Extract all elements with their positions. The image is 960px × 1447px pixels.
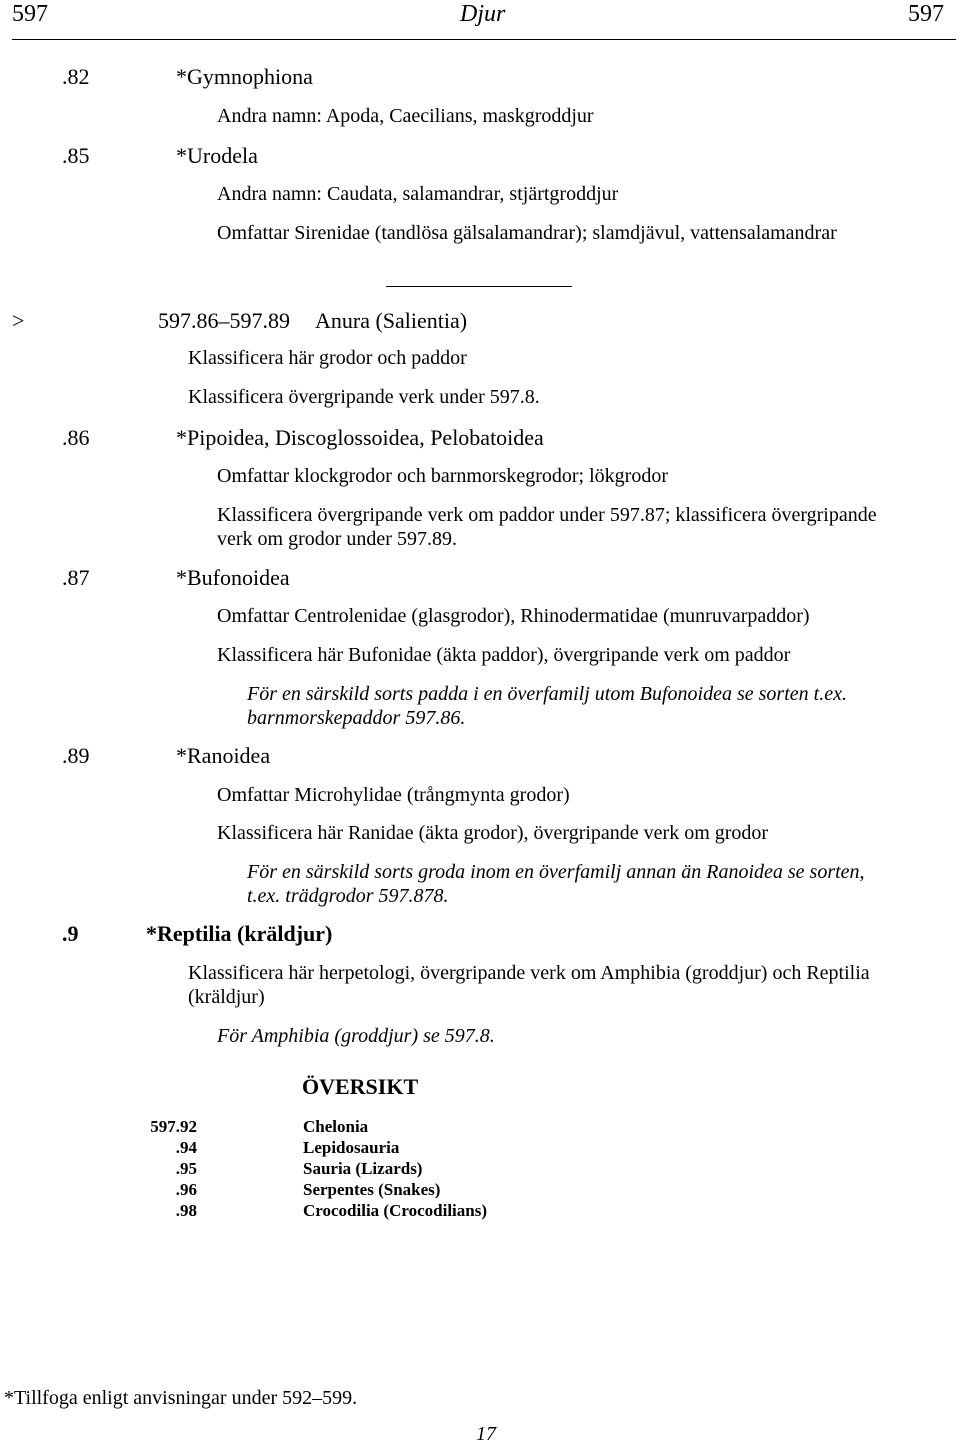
notation-82: .82 (62, 64, 90, 89)
see-87-line2: barnmorskepaddor 597.86. (247, 707, 466, 729)
span-range: 597.86–597.89 (158, 308, 290, 333)
note-9-line1: Klassificera här herpetologi, övergripande verk om Amphibia (groddjur) och Reptilia (188, 962, 870, 984)
overview-label: Crocodilia (Crocodilians) (303, 1201, 488, 1220)
overview-title: ÖVERSIKT (302, 1074, 419, 1099)
heading-ranoidea: *Ranoidea (176, 743, 271, 768)
overview-num: .95 (175, 1159, 197, 1178)
note-89-2: Klassificera här Ranidae (äkta grodor), övergripande verk om grodor (217, 822, 769, 844)
span-marker: > (12, 308, 25, 333)
note-span-2: Klassificera övergripande verk under 597.8. (188, 386, 540, 408)
notation-85: .85 (62, 143, 90, 168)
overview-num: .98 (175, 1201, 197, 1220)
note-87-2: Klassificera här Bufonidae (äkta paddor), övergripande verk om paddor (217, 644, 791, 666)
header-right-number: 597 (908, 1, 944, 27)
note-89-1: Omfattar Microhylidae (trångmynta grodor) (217, 784, 570, 806)
footnote: *Tillfoga enligt anvisningar under 592–599. (4, 1387, 358, 1409)
heading-gymnophiona: *Gymnophiona (176, 64, 313, 89)
heading-reptilia: *Reptilia (kräldjur) (146, 921, 333, 946)
header-title: Djur (460, 1, 506, 27)
see-9: För Amphibia (groddjur) se 597.8. (217, 1025, 495, 1047)
notation-86: .86 (62, 425, 90, 450)
header-rule (12, 39, 956, 40)
heading-anura: Anura (Salientia) (315, 308, 468, 333)
see-89-line1: För en särskild sorts groda inom en överfamilj annan än Ranoidea se sorten, (247, 861, 865, 883)
note-82-1: Andra namn: Apoda, Caecilians, maskgroddjur (217, 105, 594, 127)
see-89-line2: t.ex. trädgrodor 597.878. (247, 885, 449, 907)
heading-bufonoidea: *Bufonoidea (176, 565, 290, 590)
notation-9: .9 (62, 921, 79, 946)
overview-label: Lepidosauria (303, 1138, 400, 1157)
note-85-1: Andra namn: Caudata, salamandrar, stjärtgroddjur (217, 183, 619, 205)
notation-87: .87 (62, 565, 90, 590)
page-number: 17 (476, 1423, 496, 1445)
notation-89: .89 (62, 743, 90, 768)
overview-num: 597.92 (150, 1117, 197, 1136)
header-left-number: 597 (12, 1, 48, 27)
section-separator (386, 286, 572, 287)
overview-label: Serpentes (Snakes) (303, 1180, 441, 1199)
overview-num: .94 (175, 1138, 197, 1157)
note-86-2-line1: Klassificera övergripande verk om paddor under 597.87; klassificera övergripande (217, 504, 877, 526)
see-87-line1: För en särskild sorts padda i en överfamilj utom Bufonoidea se sorten t.ex. (247, 683, 847, 705)
note-85-2: Omfattar Sirenidae (tandlösa gälsalamandrar); slamdjävul, vattensalamandrar (217, 222, 837, 244)
note-86-2-line2: verk om grodor under 597.89. (217, 528, 457, 550)
heading-urodela: *Urodela (176, 143, 258, 168)
overview-label: Chelonia (303, 1117, 369, 1136)
note-9-line2: (kräldjur) (188, 986, 265, 1008)
overview-label: Sauria (Lizards) (303, 1159, 423, 1178)
note-span-1: Klassificera här grodor och paddor (188, 347, 467, 369)
overview-num: .96 (175, 1180, 197, 1199)
heading-pipoidea: *Pipoidea, Discoglossoidea, Pelobatoidea (176, 425, 544, 450)
note-87-1: Omfattar Centrolenidae (glasgrodor), Rhinodermatidae (munruvarpaddor) (217, 605, 810, 627)
note-86-1: Omfattar klockgrodor och barnmorskegrodor; lökgrodor (217, 465, 668, 487)
